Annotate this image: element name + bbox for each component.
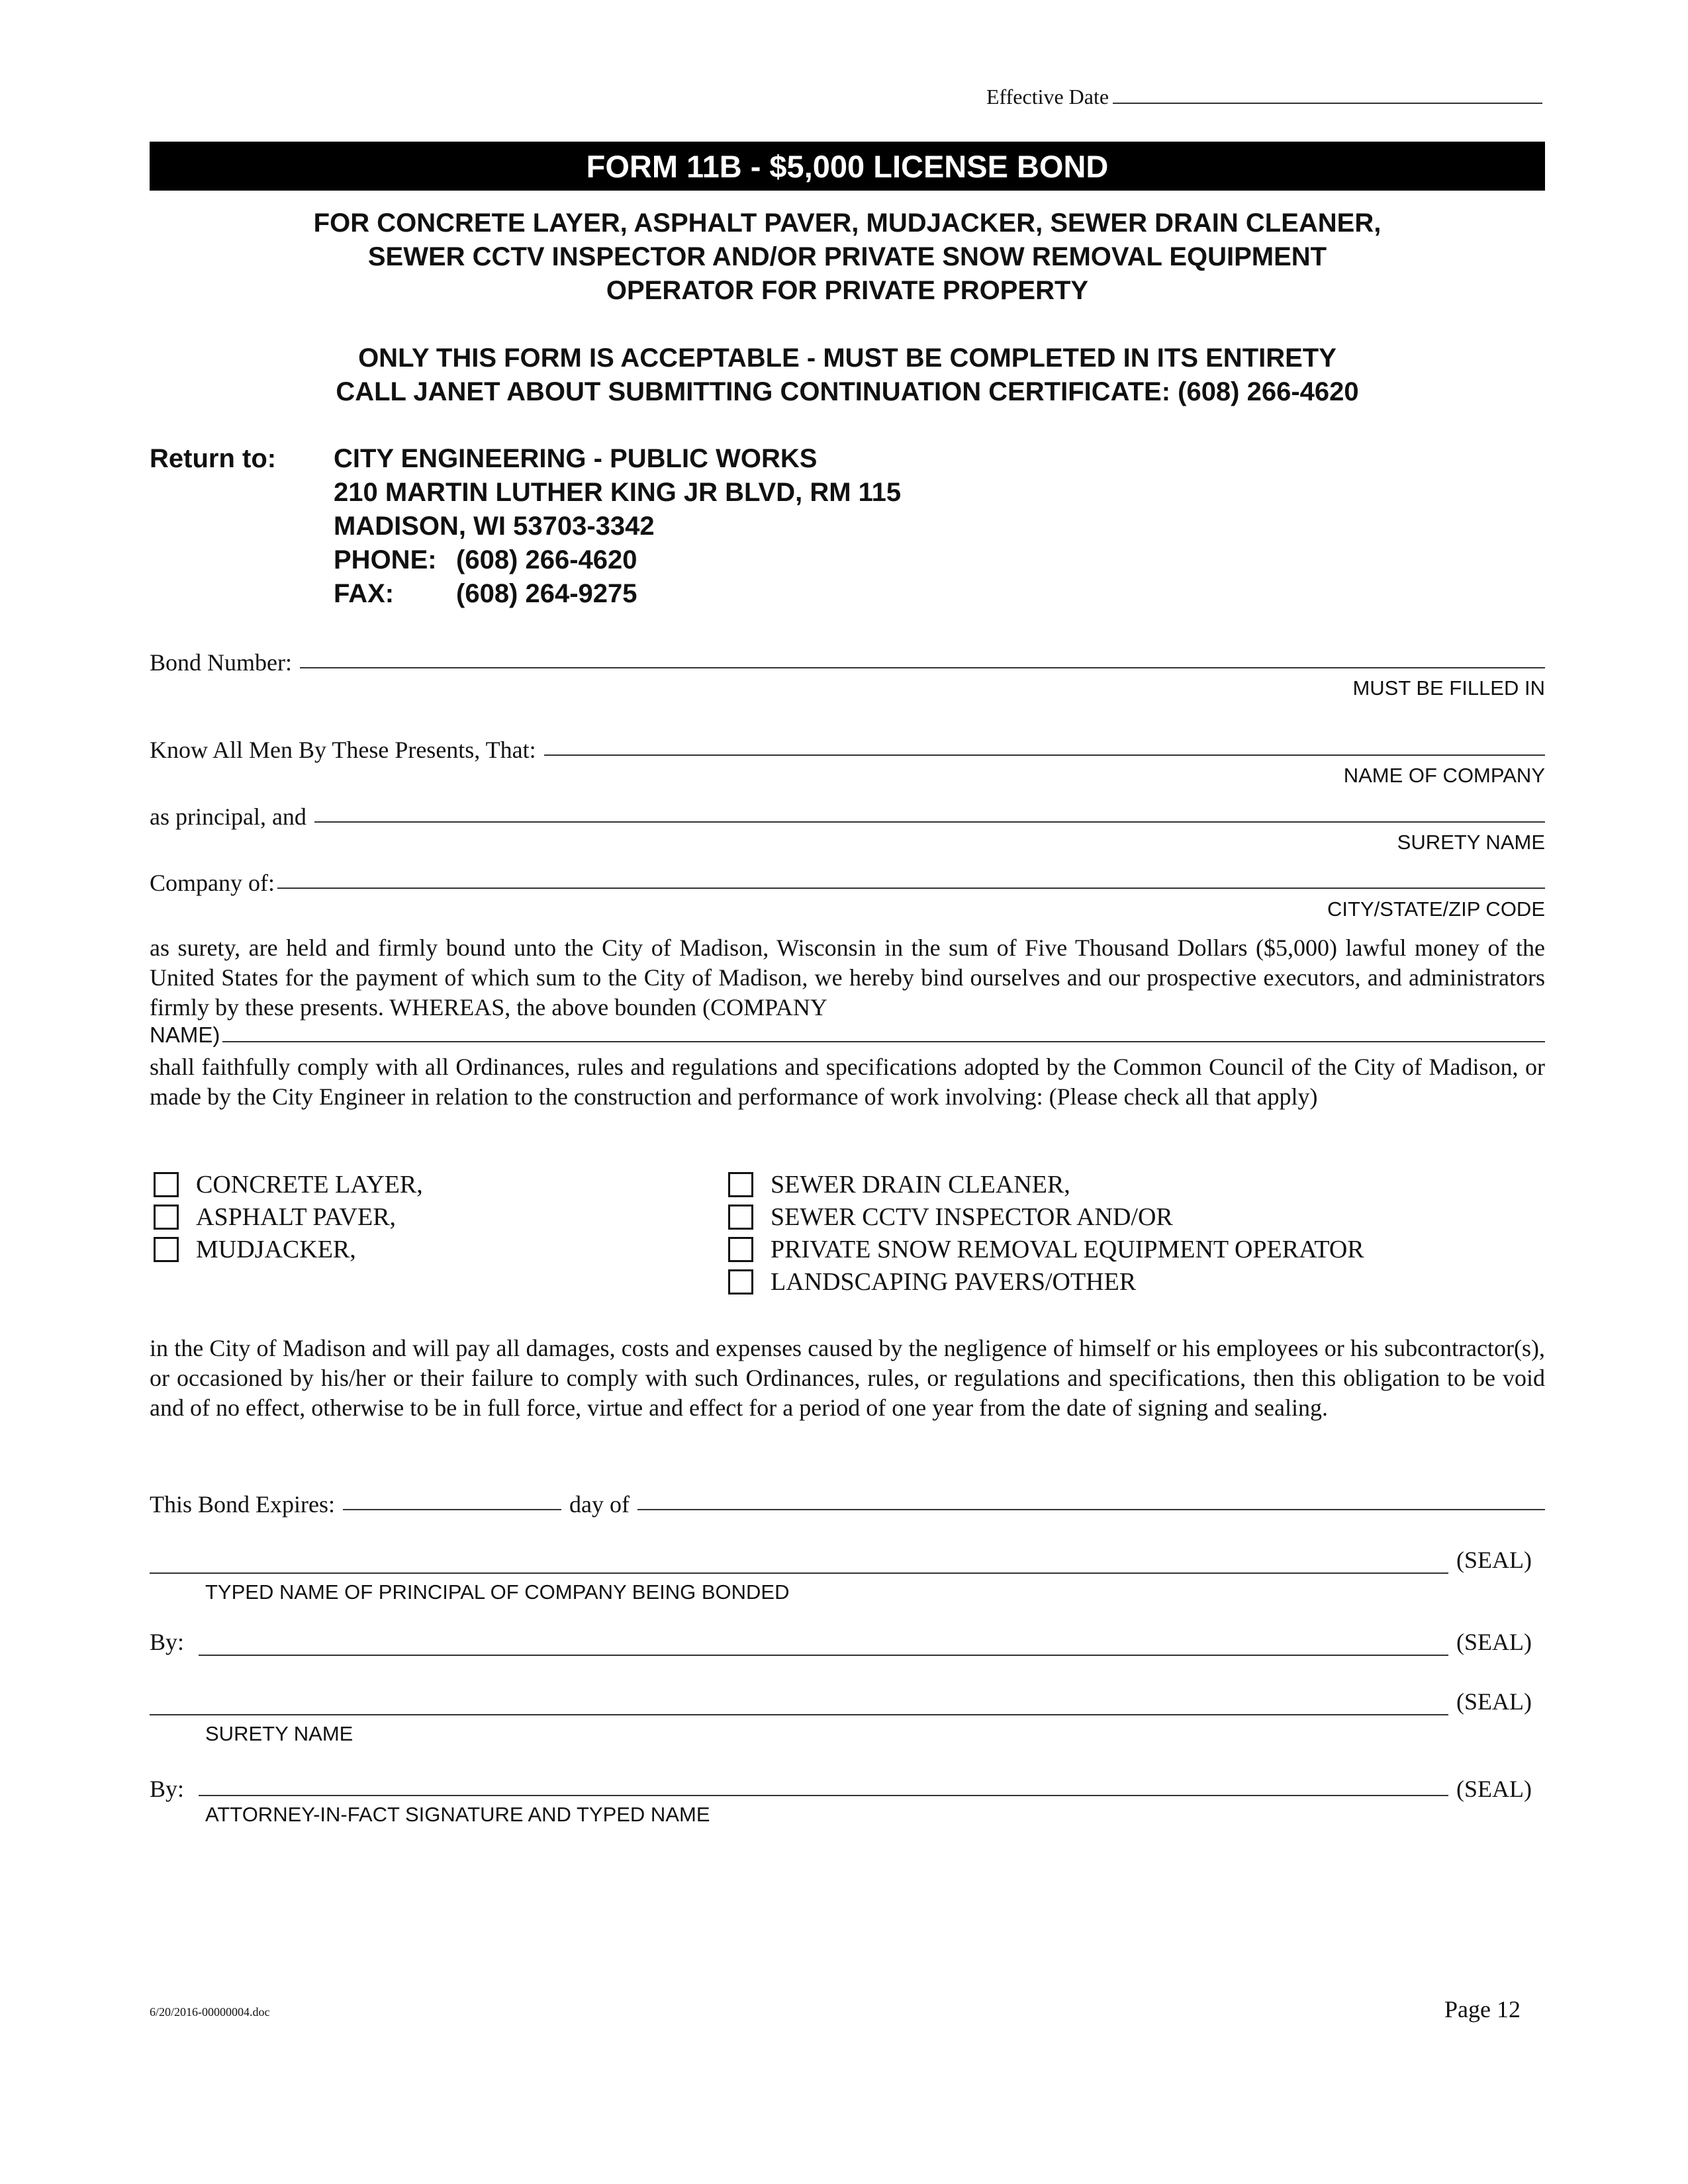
company-name-caption: NAME OF COMPANY (1343, 764, 1545, 787)
principal-signature-line[interactable] (150, 1572, 1448, 1574)
effective-date-line[interactable] (1113, 103, 1542, 104)
bond-number-field[interactable] (150, 649, 1545, 676)
checkbox-concrete-layer[interactable] (154, 1170, 423, 1199)
return-to-label: Return to: (150, 444, 277, 473)
notice-line: CALL JANET ABOUT SUBMITTING CONTINUATION CERTIFICATE: (608) 266-4620 (336, 377, 1359, 406)
fax-row (334, 577, 901, 611)
principal-label: as principal, and (150, 803, 306, 830)
bond-paragraph-1: as surety, are held and firmly bound unto the City of Madison, Wisconsin in the sum of Five Thousand Dollars ($5,000) lawful money of the United States for the payment of which sum to the City of Madison, we hereby bind ourselves and our prospective executors, and administrators firmly by these presents. WHEREAS, the above bounden (COMPANY (150, 934, 1545, 1021)
principal-name-caption: TYPED NAME OF PRINCIPAL OF COMPANY BEING BONDED (205, 1580, 790, 1604)
bond-number-line[interactable] (300, 667, 1545, 668)
surety-signature-line[interactable] (150, 1714, 1448, 1715)
page-number: Page 12 (1444, 1996, 1521, 2023)
effective-date-field[interactable] (986, 85, 1542, 109)
phone-label: PHONE: (334, 545, 437, 574)
checkbox-landscaping-pavers[interactable] (728, 1267, 1136, 1297)
form-subtitle (150, 206, 1545, 308)
checkbox-box[interactable] (154, 1237, 179, 1262)
seal-label: (SEAL) (1456, 1629, 1532, 1655)
checkbox-box[interactable] (728, 1205, 753, 1230)
subtitle-line: OPERATOR FOR PRIVATE PROPERTY (606, 276, 1089, 305)
company-name-label: NAME) (150, 1023, 220, 1047)
checkbox-label: CONCRETE LAYER, (196, 1171, 423, 1199)
know-all-label: Know All Men By These Presents, That: (150, 737, 536, 763)
bond-expiry-field[interactable] (150, 1490, 1545, 1518)
seal-label: (SEAL) (1456, 1688, 1532, 1715)
company-of-label: Company of: (150, 870, 275, 896)
bounden-company-name-field[interactable] (150, 1023, 1545, 1048)
by-label: By: (150, 1776, 185, 1802)
surety-name-field[interactable] (150, 803, 1545, 831)
attorney-caption: ATTORNEY-IN-FACT SIGNATURE AND TYPED NAME (205, 1803, 710, 1826)
seal-label: (SEAL) (1456, 1776, 1532, 1802)
bond-number-label: Bond Number: (150, 649, 292, 676)
notice-line: ONLY THIS FORM IS ACCEPTABLE - MUST BE COMPLETED IN ITS ENTIRETY (358, 343, 1336, 373)
address-line: 210 MARTIN LUTHER KING JR BLVD, RM 115 (334, 478, 902, 507)
fax-label: FAX: (334, 579, 395, 608)
checkbox-private-snow-removal[interactable] (728, 1235, 1364, 1264)
checkbox-label: LANDSCAPING PAVERS/OTHER (771, 1268, 1137, 1296)
company-name-field[interactable] (150, 736, 1545, 764)
checkbox-box[interactable] (154, 1205, 179, 1230)
expiry-month-line[interactable] (637, 1509, 1545, 1510)
form-title-bar (150, 142, 1545, 191)
checkbox-box[interactable] (728, 1237, 753, 1262)
phone-number: (608) 266-4620 (456, 545, 637, 574)
fax-number: (608) 264-9275 (456, 579, 637, 608)
phone-row (334, 543, 901, 577)
expiry-label: This Bond Expires: (150, 1491, 335, 1518)
subtitle-line: FOR CONCRETE LAYER, ASPHALT PAVER, MUDJACKER, SEWER DRAIN CLEANER, (313, 208, 1382, 238)
address-line: MADISON, WI 53703-3342 (334, 512, 655, 541)
checkbox-label: ASPHALT PAVER, (196, 1203, 397, 1231)
checkbox-box[interactable] (728, 1269, 753, 1295)
checkbox-sewer-cctv-inspector[interactable] (728, 1203, 1173, 1232)
surety-name-caption: SURETY NAME (1397, 831, 1545, 854)
company-name-line[interactable] (544, 754, 1545, 756)
checkbox-sewer-drain-cleaner[interactable] (728, 1170, 1070, 1199)
bond-paragraph-2: shall faithfully comply with all Ordinances, rules and regulations and specifications adopted by the Common Council of the City of Madison, or made by the City Engineer in relation to the construction and performance of work involving: (Please check all that apply) (150, 1054, 1545, 1110)
effective-date-label: Effective Date (986, 85, 1109, 109)
company-of-field[interactable] (150, 869, 1545, 897)
bounden-company-name-line[interactable] (222, 1041, 1545, 1042)
checkbox-box[interactable] (154, 1172, 179, 1197)
subtitle-line: SEWER CCTV INSPECTOR AND/OR PRIVATE SNOW REMOVAL EQUIPMENT (367, 242, 1327, 271)
checkbox-box[interactable] (728, 1172, 753, 1197)
checkbox-asphalt-paver[interactable] (154, 1203, 396, 1232)
address-line: CITY ENGINEERING - PUBLIC WORKS (334, 444, 818, 473)
checkbox-label: PRIVATE SNOW REMOVAL EQUIPMENT OPERATOR (771, 1236, 1364, 1263)
bond-paragraph-3: in the City of Madison and will pay all damages, costs and expenses caused by the negligence of himself or his employees or his subcontractor(s), or occasioned by his/her or their failure to comply with such Ordinances, rules, or regulations and specifications, then this obligation to be void and of no effect, otherwise to be in full force, virtue and effect for a period of one year from the date of signing and sealing. (150, 1335, 1545, 1421)
surety-name-caption: SURETY NAME (205, 1722, 353, 1745)
day-of-label: day of (569, 1491, 630, 1518)
company-of-line[interactable] (277, 887, 1545, 889)
form-title: FORM 11B - $5,000 LICENSE BOND (586, 148, 1109, 184)
by-label: By: (150, 1629, 185, 1655)
checkbox-label: MUDJACKER, (196, 1236, 356, 1263)
checkbox-label: SEWER CCTV INSPECTOR AND/OR (771, 1203, 1173, 1231)
bond-number-caption: MUST BE FILLED IN (1352, 676, 1545, 700)
return-address (334, 442, 901, 611)
document-id: 6/20/2016-00000004.doc (150, 2005, 270, 2019)
city-state-zip-caption: CITY/STATE/ZIP CODE (1327, 897, 1545, 921)
checkbox-label: SEWER DRAIN CLEANER, (771, 1171, 1070, 1199)
principal-by-signature-line[interactable] (199, 1655, 1448, 1656)
seal-label: (SEAL) (1456, 1547, 1532, 1573)
checkbox-mudjacker[interactable] (154, 1235, 356, 1264)
form-notice (150, 341, 1545, 409)
surety-name-line[interactable] (314, 821, 1545, 823)
expiry-day-line[interactable] (343, 1509, 561, 1510)
attorney-signature-line[interactable] (199, 1795, 1448, 1796)
